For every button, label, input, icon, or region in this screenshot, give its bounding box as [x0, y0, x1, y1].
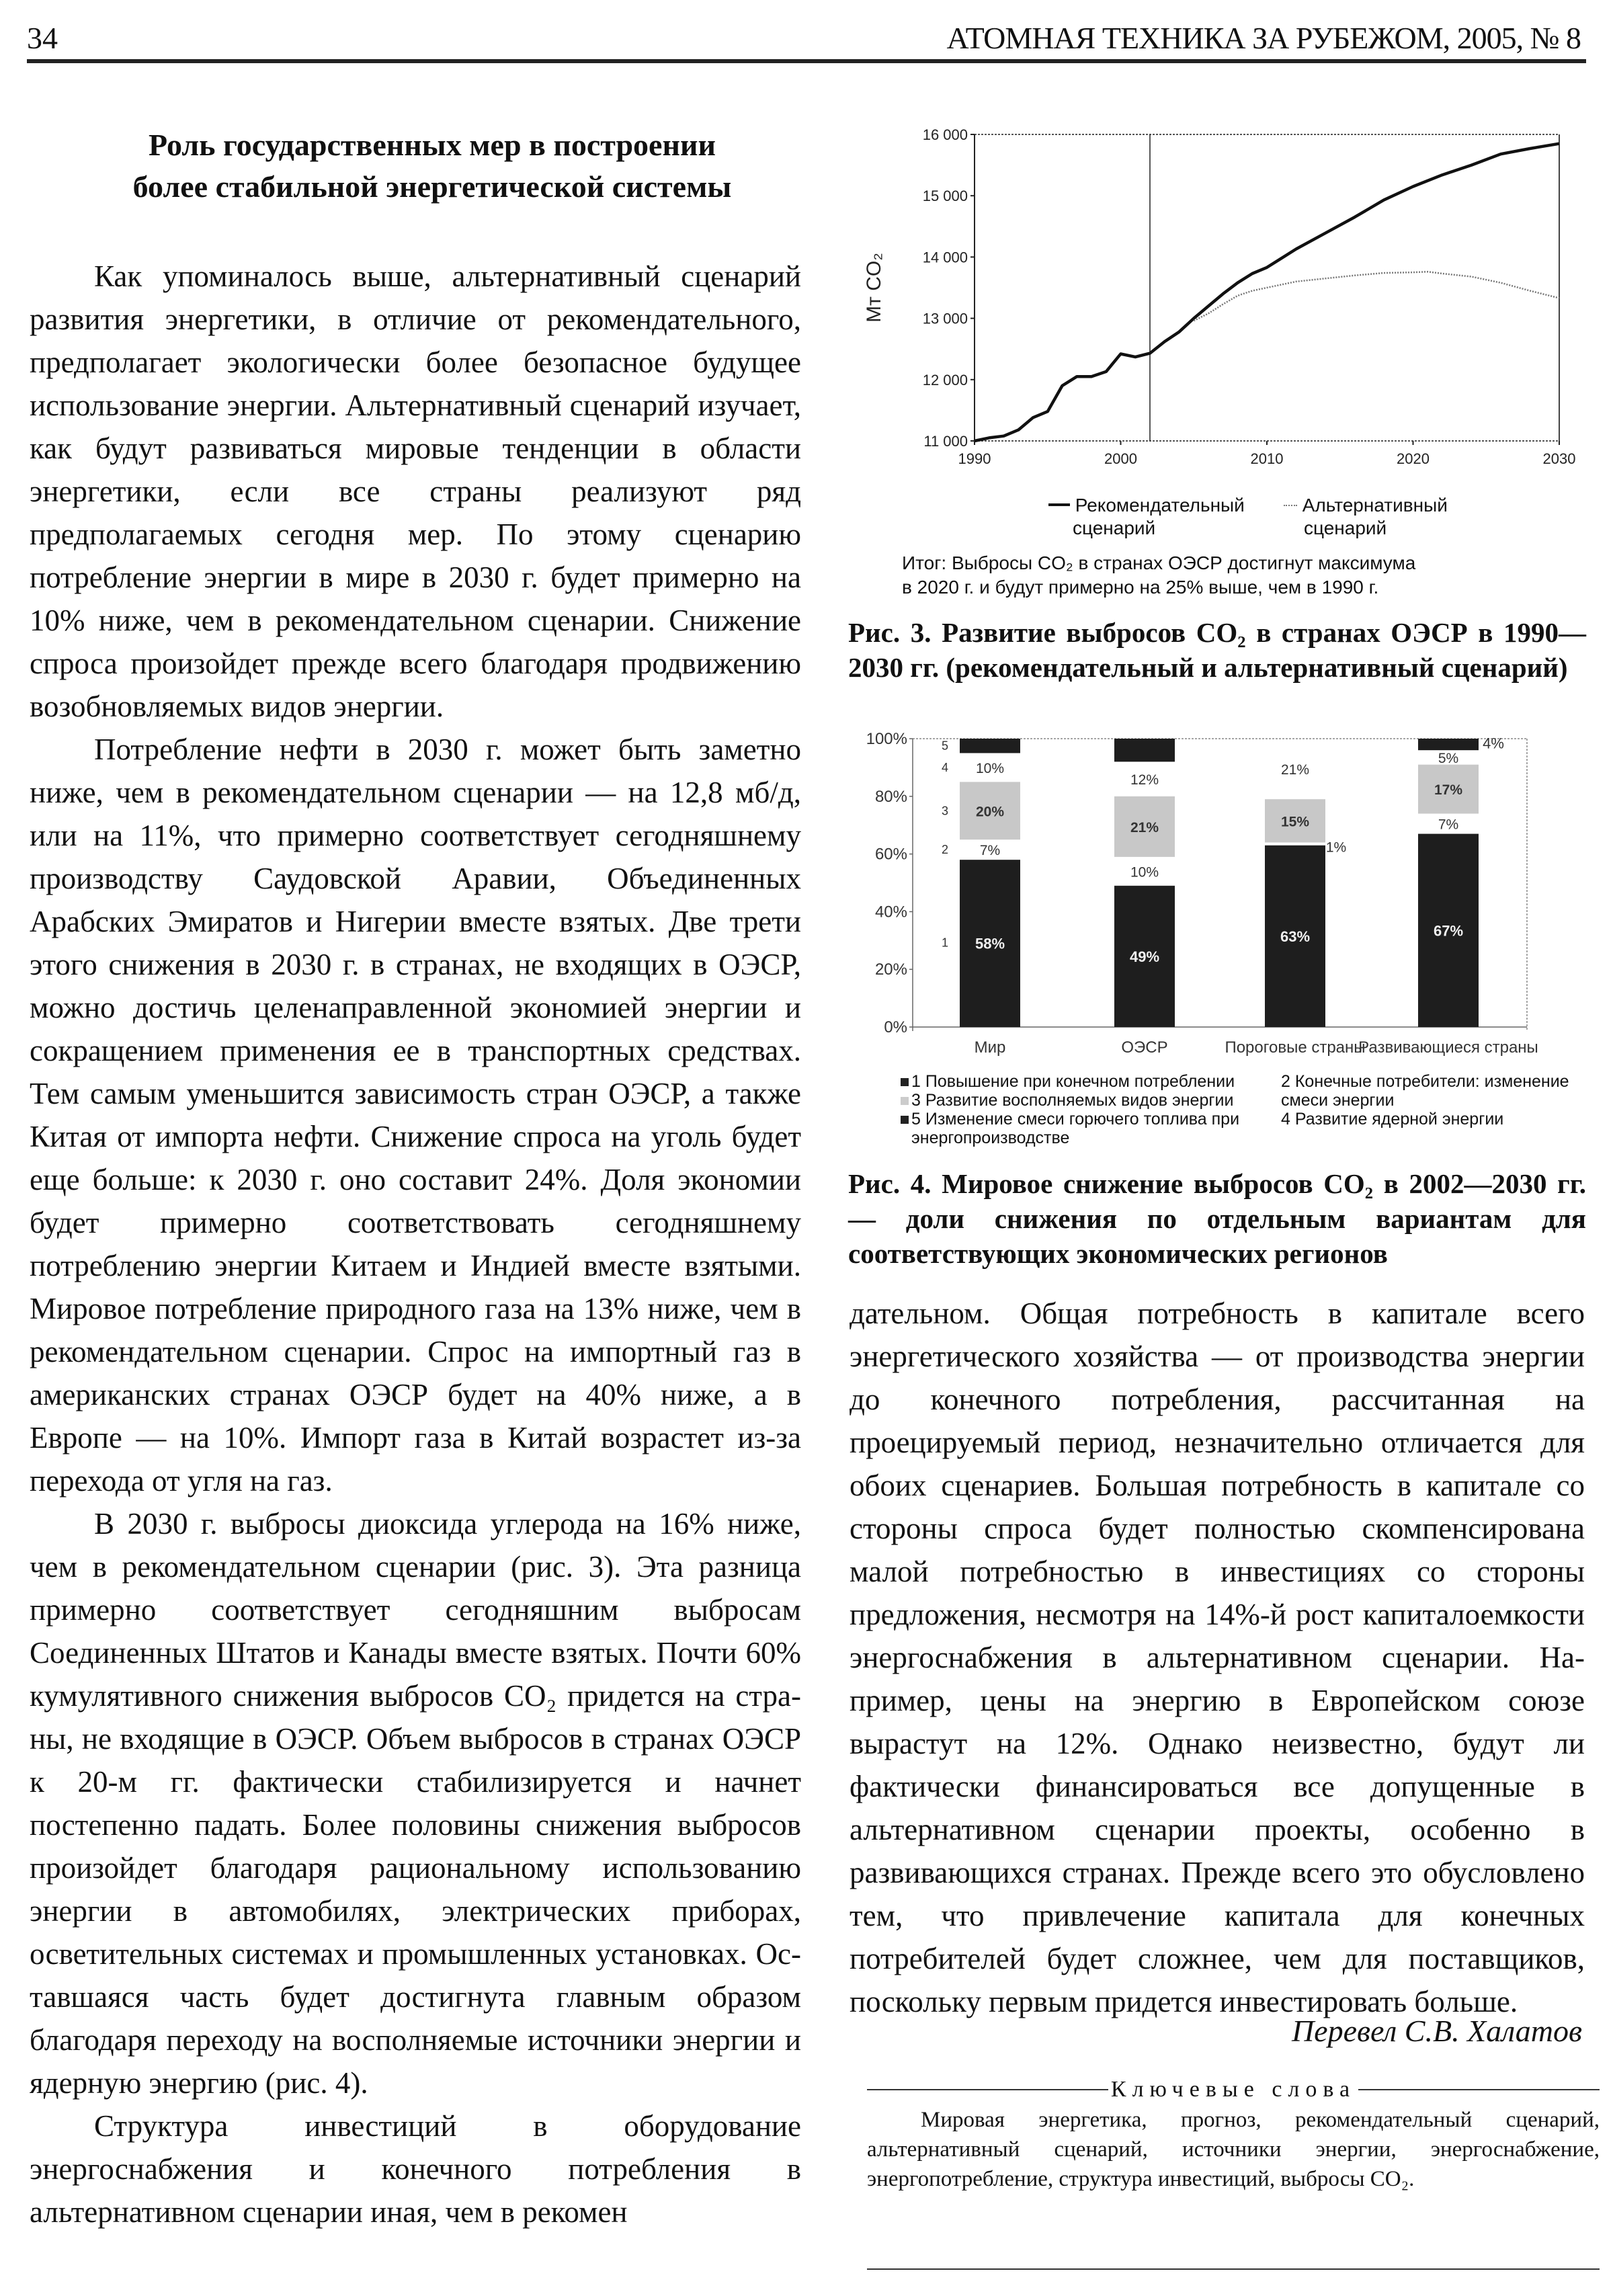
- left-column: [30, 124, 801, 2233]
- bar-data-label: 58%: [975, 935, 1005, 952]
- figure-4-stacked-bar-chart: [827, 726, 1613, 1062]
- bar-data-label: 21%: [1280, 762, 1310, 778]
- page-number: 34: [27, 21, 58, 55]
- paragraph: дательном. Общая потребность в капитале всего энергетического хозяйства — от производства энергии до конечного потребления, рассчитанная на проецируемый период, незначительно отличается для обоих сценариев. Большая потребность в капитале со стороны спроса будет полностью скомпенсирована малой потребностью в инвестициях со стороны предложения, несмотря на 14%-й рост капиталоемкости энергоснабжения в альтернативном сценарии. Например, цены на энергию в Европейском союзе вырастут на 12%. Однако неизвестно, будут ли фактически финансироваться все допущенные в альтернативном сценарии проекты, особенно в развивающихся странах. Прежде всего это обусловлено тем, что привлечение капитала для конечных потребителей будет сложнее, чем для поставщиков, поскольку первым придется инвестировать больше.: [850, 1297, 1585, 2018]
- line-chart-svg: [840, 108, 1613, 497]
- legend-swatch-light: [901, 1097, 909, 1105]
- bar-data-label: 15%: [1280, 814, 1310, 830]
- legend-item-1: [901, 1072, 1235, 1091]
- y-tick-label: 40%: [874, 903, 907, 921]
- bar-data-label: 4%: [1483, 735, 1504, 752]
- x-tick-label: 2030: [1542, 450, 1576, 467]
- y-tick-label: 14 000: [922, 249, 968, 266]
- note-line: в 2020 г. и будут примерно на 25% выше, чем в 1990 г.: [902, 577, 1379, 598]
- bar-segment-5: [1114, 739, 1175, 762]
- y-tick-label: 100%: [866, 730, 907, 748]
- legend-item-5: [901, 1110, 1239, 1129]
- keywords-text: Мировая энергетика, прогноз, рекомендательный сценарий, альтернативный сценарий, источники энергии, энергоснабжение, энергопотребление, структура инвестиций, выбросы CO₂.: [867, 2108, 1600, 2191]
- y-tick-label: 11 000: [923, 433, 968, 450]
- keywords-heading: [867, 2077, 1600, 2102]
- bar-data-label: 10%: [1130, 864, 1159, 880]
- figure-3-caption: Рис. 3. Развитие выбросов CO₂ в странах ОЭСР в 1990—2030 гг. (рекомендательный и альтернативный сценарий): [848, 617, 1586, 683]
- figure-3-summary-note: [902, 551, 1601, 600]
- legend-label: энергопроизводстве: [911, 1129, 1070, 1147]
- legend-label: 4 Развитие ядерной энергии: [1281, 1110, 1504, 1129]
- bar-data-label: 1%: [1325, 839, 1347, 856]
- series-line-recommended: [975, 144, 1559, 441]
- x-tick-label: 2020: [1397, 450, 1430, 467]
- bar-data-label: 21%: [1130, 819, 1159, 835]
- legend-label: Альтернативный: [1302, 495, 1448, 516]
- y-axis-label: Мт CO₂: [863, 253, 885, 323]
- segment-index-label: 1: [941, 936, 949, 950]
- legend-label: 3 Развитие восполняемых видов энергии: [911, 1091, 1234, 1110]
- bar-data-label: 7%: [1438, 817, 1459, 833]
- section-title-line: Роль государственных мер в построении: [149, 128, 716, 162]
- legend-label: 5 Изменение смеси горючего топлива при: [911, 1110, 1240, 1129]
- y-tick-label: 15 000: [922, 188, 968, 205]
- divider: [867, 2089, 1108, 2090]
- legend-item-3: [901, 1091, 1233, 1110]
- bar-data-label: 10%: [975, 760, 1005, 776]
- bar-data-label: 7%: [979, 843, 1001, 859]
- x-category-label: Развивающиеся страны: [1358, 1038, 1538, 1057]
- legend-label: Рекомендательный: [1075, 495, 1245, 516]
- legend-swatch-solid-line: [1048, 503, 1070, 506]
- x-tick-label: 2000: [1104, 450, 1137, 467]
- bar-data-label: 49%: [1129, 948, 1160, 965]
- figure-3-line-chart: [840, 108, 1613, 605]
- bar-data-label: 5%: [1438, 750, 1459, 766]
- legend-label: смеси энергии: [1281, 1091, 1395, 1110]
- bar-data-label: 67%: [1433, 922, 1464, 940]
- legend-swatch-dark: [901, 1078, 909, 1086]
- legend-swatch-dotted-line: [1284, 505, 1297, 506]
- segment-index-label: 5: [941, 739, 949, 753]
- bar-data-label: 63%: [1280, 928, 1311, 945]
- right-column: [850, 1292, 1585, 2023]
- segment-index-label: 2: [941, 843, 949, 857]
- y-tick-label: 16 000: [922, 126, 968, 143]
- bar-segment-5: [1418, 739, 1479, 750]
- note-line: Итог: Выбросы CO₂ в странах ОЭСР достигнут максимума: [902, 552, 1416, 573]
- divider: [1358, 2089, 1600, 2090]
- legend-label: 1 Повышение при конечном потреблении: [911, 1072, 1235, 1091]
- y-tick-label: 60%: [874, 845, 907, 864]
- legend-item-alternative: [1284, 494, 1448, 540]
- bar-data-label: 20%: [975, 804, 1005, 820]
- keywords-block: [867, 2077, 1600, 2194]
- bar-chart-svg: [827, 726, 1613, 1062]
- y-tick-label: 80%: [874, 787, 907, 806]
- y-tick-label: 0%: [884, 1018, 907, 1036]
- y-tick-label: 13 000: [922, 310, 968, 327]
- bar-data-label: 17%: [1434, 782, 1463, 798]
- legend-label: 2 Конечные потребители: изменение: [1281, 1072, 1569, 1091]
- paragraph: Как упоминалось выше, альтернативный сценарий развития энергетики, в отличие от рекомендательного, предполагает экологически более безопасное будущее использование энергии. Альтернативный сценарий изучает, как будут развиваться мировые тенденции в области энергетики, если все страны реализуют ряд предполагаемых сегодня мер. По этому сценарию потребление энергии в мире в 2030 г. будет примерно на 10% ниже, чем в рекомендательном сценарии. Снижение спроса произойдет прежде всего благодаря продвижению возобновляемых видов энергии.: [30, 259, 801, 723]
- segment-index-label: 4: [941, 760, 949, 774]
- segment-index-label: 3: [941, 804, 949, 818]
- legend-label: сценарий: [1304, 518, 1387, 538]
- keywords-bottom-rule: [867, 2268, 1600, 2270]
- x-category-label: Пороговые страны: [1225, 1038, 1366, 1057]
- legend-item-2-cont: [1281, 1091, 1394, 1110]
- legend-item-5-cont: [911, 1129, 1069, 1147]
- keywords-heading-text: Ключевые слова: [1110, 2077, 1356, 2102]
- bar-data-label: 12%: [1130, 772, 1159, 788]
- figure-4-caption: Рис. 4. Мировое снижение выбросов CO₂ в 2002—2030 гг. — доли снижения по отдельным вариантам для соответствующих экономических регионов: [848, 1168, 1586, 1269]
- legend-swatch-dark: [901, 1116, 909, 1124]
- bar-segment-5: [960, 739, 1020, 753]
- section-title-line: более стабильной энергетической системы: [132, 169, 732, 204]
- y-tick-label: 12 000: [922, 371, 968, 388]
- series-line-alternative: [1194, 272, 1559, 321]
- x-tick-label: 1990: [958, 450, 991, 467]
- paragraph: Структура инвестиций в оборудование энергоснабжения и конечного потребления в альтернативном сценарии иная, чем в рекомен: [30, 2109, 801, 2229]
- x-tick-label: 2010: [1250, 450, 1284, 467]
- legend-item-2: [1281, 1072, 1569, 1091]
- y-tick-label: 20%: [874, 960, 907, 979]
- legend-item-4: [1281, 1110, 1503, 1129]
- section-title: [30, 124, 801, 208]
- journal-title: АТОМНАЯ ТЕХНИКА ЗА РУБЕЖОМ, 2005, № 8: [946, 21, 1581, 55]
- x-category-label: Мир: [974, 1038, 1006, 1057]
- header-rule: [27, 59, 1586, 63]
- legend-item-recommended: [1048, 494, 1245, 540]
- translator-credit: Перевел С.В. Халатов: [1291, 2014, 1582, 2048]
- paragraph: Потребление нефти в 2030 г. может быть заметно ниже, чем в рекомендательном сценарии — на 12,8 мб/д, или на 11%, что примерно соответствует сегодняшнему производству Саудовской Аравии, Объединенных Арабских Эмиратов и Нигерии вместе взятых. Две трети этого снижения в 2030 г. в странах, не входящих в ОЭСР, можно достичь целенаправленной экономией энергии и сокращением применения ее в транспортных средствах. Тем самым уменьшится зависимость стран ОЭСР, а также Китая от импорта нефти. Снижение спроса на уголь будет еще больше: к 2030 г. оно составит 24%. Доля экономии будет примерно соответствовать сегодняшнему потреблению энергии Китаем и Индией вместе взятыми. Мировое потребление природного газа на 13% ниже, чем в рекомендательном сценарии. Спрос на импортный газ в американских странах ОЭСР будет на 40% ниже, а в Европе — на 10%. Импорт газа в Китай возрастет из-за перехода от угля на газ.: [30, 733, 801, 1498]
- legend-label: сценарий: [1073, 518, 1156, 538]
- x-category-label: ОЭСР: [1121, 1038, 1168, 1057]
- paragraph: В 2030 г. выбросы диоксида углерода на 16% ниже, чем в рекомендательном сценарии (рис. 3). Эта разница примерно соответствует сегодняшним выбросам Соединенных Штатов и Канады вместе взятых. Почти 60% кумулятивного снижения выбросов CO₂ придется на страны, не входящие в ОЭСР. Объем выбросов в странах ОЭСР к 20-м гг. фактически стабилизируется и начнет постепенно падать. Более половины снижения выбросов произойдет благодаря рациональному использованию энергии в автомобилях, электрических приборах, осветительных системах и промышленных установках. Оставшаяся часть будет достигнута главным образом благодаря переходу на восполняемые источники энергии и ядерную энергию (рис. 4).: [30, 1507, 801, 2100]
